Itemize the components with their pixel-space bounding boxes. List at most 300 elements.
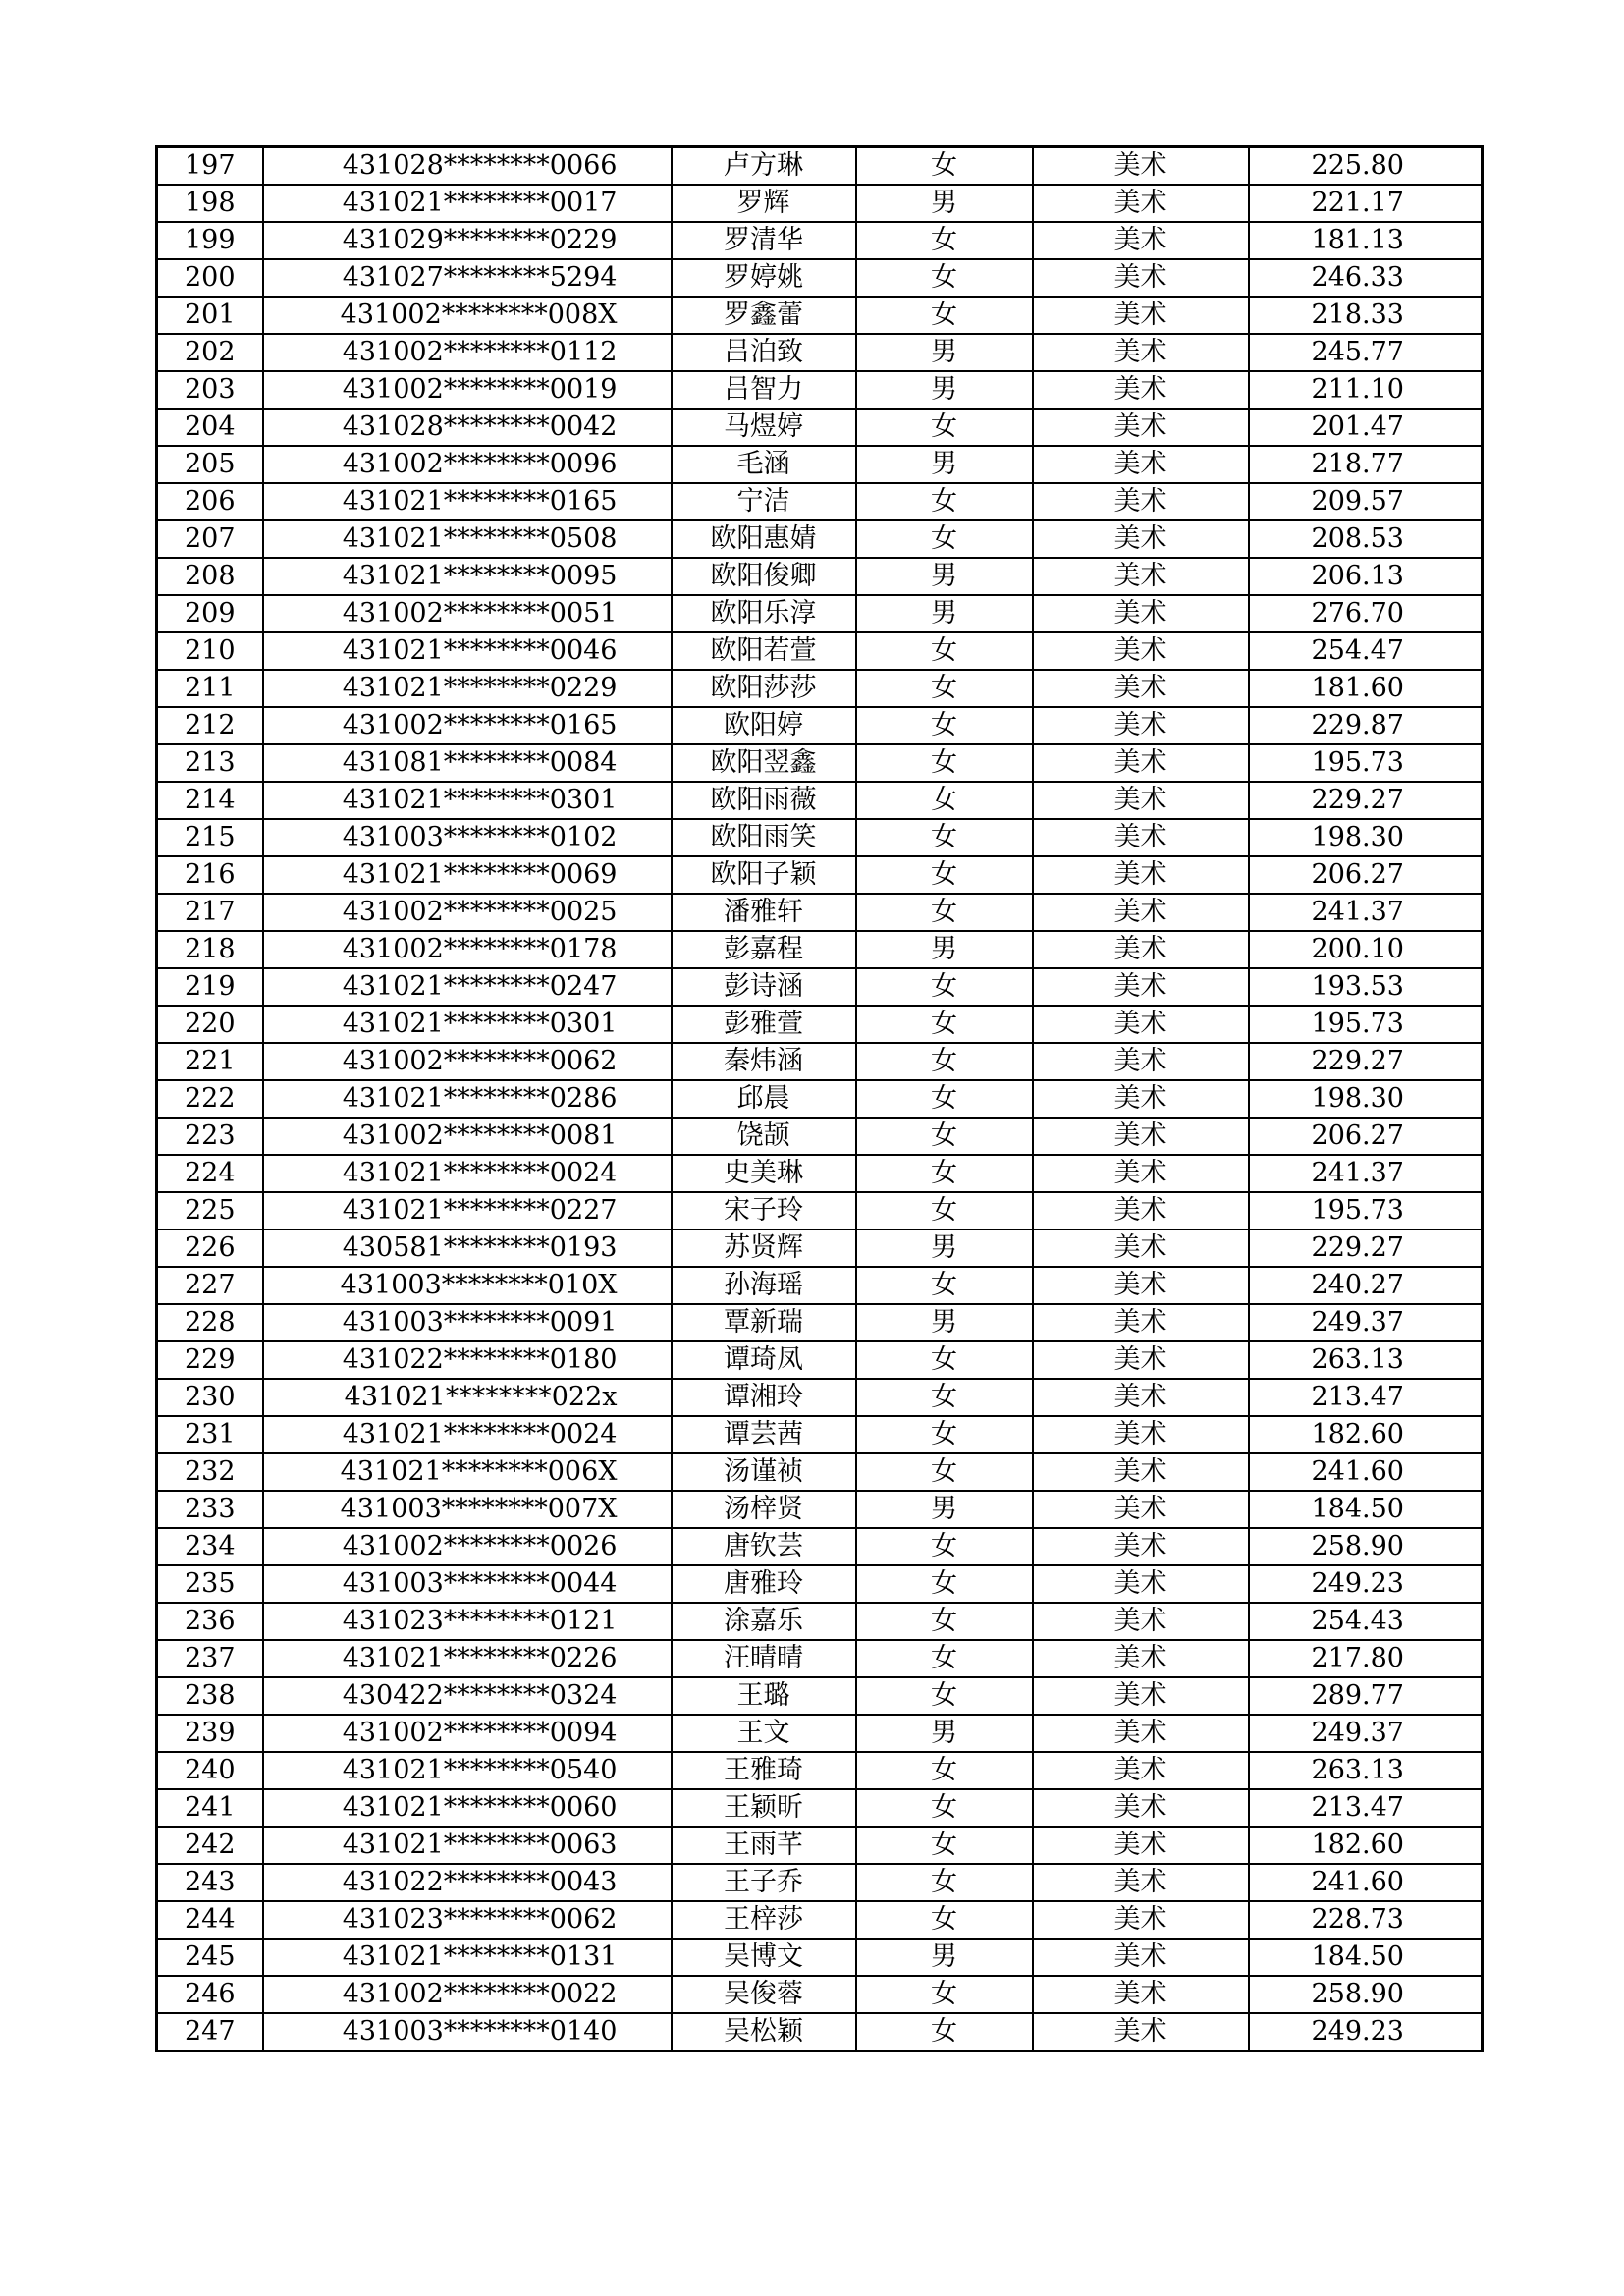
category-cell: 美术 (1033, 1752, 1249, 1789)
student-name-cell: 宋子玲 (672, 1192, 856, 1230)
category-cell: 美术 (1033, 1528, 1249, 1565)
row-number-cell: 202 (157, 334, 263, 371)
category-cell: 美术 (1033, 1491, 1249, 1528)
id-number-cell: 431021********0024 (263, 1416, 672, 1453)
student-name-cell: 欧阳子颖 (672, 856, 856, 894)
gender-cell: 女 (856, 297, 1033, 334)
student-name-cell: 史美琳 (672, 1155, 856, 1192)
gender-cell: 女 (856, 1640, 1033, 1677)
category-cell: 美术 (1033, 1192, 1249, 1230)
table-row (157, 782, 1483, 819)
category-cell: 美术 (1033, 147, 1249, 186)
gender-cell: 女 (856, 1379, 1033, 1416)
score-cell: 195.73 (1249, 744, 1483, 782)
row-number-cell: 231 (157, 1416, 263, 1453)
gender-cell: 女 (856, 1752, 1033, 1789)
gender-cell: 女 (856, 1677, 1033, 1715)
id-number-cell: 431028********0066 (263, 147, 672, 186)
student-name-cell: 吕泊致 (672, 334, 856, 371)
gender-cell: 女 (856, 1006, 1033, 1043)
table-row (157, 1192, 1483, 1230)
id-number-cell: 431023********0121 (263, 1603, 672, 1640)
row-number-cell: 222 (157, 1080, 263, 1118)
id-number-cell: 431021********006X (263, 1453, 672, 1491)
category-cell: 美术 (1033, 1379, 1249, 1416)
row-number-cell: 224 (157, 1155, 263, 1192)
gender-cell: 女 (856, 782, 1033, 819)
score-cell: 241.37 (1249, 1155, 1483, 1192)
gender-cell: 女 (856, 744, 1033, 782)
row-number-cell: 235 (157, 1565, 263, 1603)
category-cell: 美术 (1033, 1341, 1249, 1379)
id-number-cell: 431021********0063 (263, 1827, 672, 1864)
category-cell: 美术 (1033, 1118, 1249, 1155)
table-row (157, 297, 1483, 334)
table-row (157, 1565, 1483, 1603)
row-number-cell: 242 (157, 1827, 263, 1864)
table-row (157, 819, 1483, 856)
category-cell: 美术 (1033, 931, 1249, 968)
student-name-cell: 谭湘玲 (672, 1379, 856, 1416)
student-name-cell: 欧阳俊卿 (672, 558, 856, 595)
score-cell: 254.47 (1249, 632, 1483, 670)
row-number-cell: 226 (157, 1230, 263, 1267)
student-name-cell: 邱晨 (672, 1080, 856, 1118)
gender-cell: 女 (856, 819, 1033, 856)
category-cell: 美术 (1033, 1640, 1249, 1677)
id-number-cell: 431021********0017 (263, 185, 672, 222)
category-cell: 美术 (1033, 558, 1249, 595)
row-number-cell: 228 (157, 1304, 263, 1341)
gender-cell: 女 (856, 707, 1033, 744)
table-row (157, 409, 1483, 446)
student-name-cell: 卢方琳 (672, 147, 856, 186)
row-number-cell: 223 (157, 1118, 263, 1155)
student-name-cell: 汤梓贤 (672, 1491, 856, 1528)
score-cell: 249.37 (1249, 1715, 1483, 1752)
category-cell: 美术 (1033, 334, 1249, 371)
table-row (157, 1155, 1483, 1192)
category-cell: 美术 (1033, 1453, 1249, 1491)
category-cell: 美术 (1033, 222, 1249, 259)
gender-cell: 女 (856, 1267, 1033, 1304)
student-name-cell: 王璐 (672, 1677, 856, 1715)
category-cell: 美术 (1033, 782, 1249, 819)
id-number-cell: 431021********0247 (263, 968, 672, 1006)
score-cell: 249.37 (1249, 1304, 1483, 1341)
student-name-cell: 王颖昕 (672, 1789, 856, 1827)
id-number-cell: 430581********0193 (263, 1230, 672, 1267)
score-cell: 229.27 (1249, 782, 1483, 819)
row-number-cell: 239 (157, 1715, 263, 1752)
id-number-cell: 431002********0178 (263, 931, 672, 968)
row-number-cell: 238 (157, 1677, 263, 1715)
row-number-cell: 246 (157, 1976, 263, 2013)
table-row (157, 1416, 1483, 1453)
student-name-cell: 罗鑫蕾 (672, 297, 856, 334)
row-number-cell: 213 (157, 744, 263, 782)
row-number-cell: 236 (157, 1603, 263, 1640)
row-number-cell: 203 (157, 371, 263, 409)
table-row (157, 1528, 1483, 1565)
student-name-cell: 欧阳翌鑫 (672, 744, 856, 782)
table-row (157, 1976, 1483, 2013)
gender-cell: 女 (856, 632, 1033, 670)
id-number-cell: 431028********0042 (263, 409, 672, 446)
student-name-cell: 欧阳莎莎 (672, 670, 856, 707)
table-row (157, 856, 1483, 894)
score-cell: 229.27 (1249, 1230, 1483, 1267)
row-number-cell: 201 (157, 297, 263, 334)
table-row (157, 2013, 1483, 2051)
id-number-cell: 431002********0025 (263, 894, 672, 931)
category-cell: 美术 (1033, 1230, 1249, 1267)
table-row (157, 1491, 1483, 1528)
category-cell: 美术 (1033, 595, 1249, 632)
table-row (157, 558, 1483, 595)
table-row (157, 185, 1483, 222)
row-number-cell: 232 (157, 1453, 263, 1491)
row-number-cell: 218 (157, 931, 263, 968)
table-row (157, 968, 1483, 1006)
table-row (157, 259, 1483, 297)
gender-cell: 男 (856, 595, 1033, 632)
table-row (157, 483, 1483, 520)
score-cell: 193.53 (1249, 968, 1483, 1006)
category-cell: 美术 (1033, 446, 1249, 483)
id-number-cell: 431002********008X (263, 297, 672, 334)
student-name-cell: 吴松颖 (672, 2013, 856, 2051)
table-row (157, 1677, 1483, 1715)
score-cell: 181.13 (1249, 222, 1483, 259)
row-number-cell: 198 (157, 185, 263, 222)
gender-cell: 女 (856, 1789, 1033, 1827)
category-cell: 美术 (1033, 1006, 1249, 1043)
gender-cell: 女 (856, 1864, 1033, 1901)
table-row (157, 1603, 1483, 1640)
table-row (157, 595, 1483, 632)
table-row (157, 1901, 1483, 1939)
gender-cell: 女 (856, 1976, 1033, 2013)
category-cell: 美术 (1033, 1304, 1249, 1341)
score-cell: 206.27 (1249, 856, 1483, 894)
category-cell: 美术 (1033, 1043, 1249, 1080)
score-cell: 213.47 (1249, 1379, 1483, 1416)
roster-table (155, 145, 1484, 2052)
score-cell: 200.10 (1249, 931, 1483, 968)
row-number-cell: 229 (157, 1341, 263, 1379)
student-name-cell: 王文 (672, 1715, 856, 1752)
id-number-cell: 431021********0540 (263, 1752, 672, 1789)
row-number-cell: 230 (157, 1379, 263, 1416)
row-number-cell: 210 (157, 632, 263, 670)
gender-cell: 男 (856, 1304, 1033, 1341)
table-row (157, 1043, 1483, 1080)
row-number-cell: 211 (157, 670, 263, 707)
table-row (157, 446, 1483, 483)
id-number-cell: 431002********0022 (263, 1976, 672, 2013)
id-number-cell: 431002********0165 (263, 707, 672, 744)
row-number-cell: 240 (157, 1752, 263, 1789)
id-number-cell: 431002********0096 (263, 446, 672, 483)
table-row (157, 147, 1483, 186)
gender-cell: 女 (856, 1080, 1033, 1118)
row-number-cell: 209 (157, 595, 263, 632)
id-number-cell: 431021********0069 (263, 856, 672, 894)
table-row (157, 1715, 1483, 1752)
student-name-cell: 彭诗涵 (672, 968, 856, 1006)
table-row (157, 1267, 1483, 1304)
category-cell: 美术 (1033, 1155, 1249, 1192)
gender-cell: 男 (856, 1230, 1033, 1267)
table-row (157, 931, 1483, 968)
id-number-cell: 431021********0508 (263, 520, 672, 558)
gender-cell: 女 (856, 1528, 1033, 1565)
student-name-cell: 欧阳乐淳 (672, 595, 856, 632)
row-number-cell: 219 (157, 968, 263, 1006)
student-name-cell: 孙海瑶 (672, 1267, 856, 1304)
row-number-cell: 197 (157, 147, 263, 186)
table-row (157, 1752, 1483, 1789)
student-name-cell: 汤谨祯 (672, 1453, 856, 1491)
student-name-cell: 毛涵 (672, 446, 856, 483)
student-name-cell: 潘雅轩 (672, 894, 856, 931)
student-name-cell: 吴俊蓉 (672, 1976, 856, 2013)
category-cell: 美术 (1033, 520, 1249, 558)
row-number-cell: 244 (157, 1901, 263, 1939)
score-cell: 241.60 (1249, 1864, 1483, 1901)
score-cell: 201.47 (1249, 409, 1483, 446)
row-number-cell: 207 (157, 520, 263, 558)
id-number-cell: 431021********0131 (263, 1939, 672, 1976)
student-name-cell: 宁洁 (672, 483, 856, 520)
score-cell: 241.37 (1249, 894, 1483, 931)
gender-cell: 女 (856, 483, 1033, 520)
id-number-cell: 431003********0091 (263, 1304, 672, 1341)
score-cell: 208.53 (1249, 520, 1483, 558)
table-row (157, 222, 1483, 259)
score-cell: 225.80 (1249, 147, 1483, 186)
gender-cell: 男 (856, 1939, 1033, 1976)
table-row (157, 1080, 1483, 1118)
score-cell: 228.73 (1249, 1901, 1483, 1939)
id-number-cell: 431029********0229 (263, 222, 672, 259)
gender-cell: 女 (856, 1603, 1033, 1640)
id-number-cell: 431021********0301 (263, 1006, 672, 1043)
score-cell: 246.33 (1249, 259, 1483, 297)
student-name-cell: 罗清华 (672, 222, 856, 259)
row-number-cell: 241 (157, 1789, 263, 1827)
table-row (157, 1453, 1483, 1491)
category-cell: 美术 (1033, 371, 1249, 409)
id-number-cell: 431021********0060 (263, 1789, 672, 1827)
category-cell: 美术 (1033, 1827, 1249, 1864)
student-name-cell: 覃新瑞 (672, 1304, 856, 1341)
student-name-cell: 唐雅玲 (672, 1565, 856, 1603)
id-number-cell: 431021********0226 (263, 1640, 672, 1677)
student-name-cell: 欧阳若萱 (672, 632, 856, 670)
student-name-cell: 欧阳婷 (672, 707, 856, 744)
row-number-cell: 216 (157, 856, 263, 894)
student-name-cell: 王雅琦 (672, 1752, 856, 1789)
id-number-cell: 431022********0043 (263, 1864, 672, 1901)
table-row (157, 1640, 1483, 1677)
gender-cell: 女 (856, 1341, 1033, 1379)
gender-cell: 女 (856, 1192, 1033, 1230)
id-number-cell: 431021********0046 (263, 632, 672, 670)
id-number-cell: 431002********0112 (263, 334, 672, 371)
gender-cell: 男 (856, 446, 1033, 483)
student-name-cell: 欧阳惠婧 (672, 520, 856, 558)
id-number-cell: 431021********0024 (263, 1155, 672, 1192)
row-number-cell: 214 (157, 782, 263, 819)
id-number-cell: 431002********0051 (263, 595, 672, 632)
row-number-cell: 227 (157, 1267, 263, 1304)
category-cell: 美术 (1033, 894, 1249, 931)
category-cell: 美术 (1033, 1939, 1249, 1976)
student-name-cell: 吴博文 (672, 1939, 856, 1976)
student-name-cell: 饶颉 (672, 1118, 856, 1155)
student-name-cell: 王梓莎 (672, 1901, 856, 1939)
gender-cell: 男 (856, 931, 1033, 968)
student-name-cell: 涂嘉乐 (672, 1603, 856, 1640)
category-cell: 美术 (1033, 1565, 1249, 1603)
gender-cell: 女 (856, 1155, 1033, 1192)
table-row (157, 520, 1483, 558)
id-number-cell: 431022********0180 (263, 1341, 672, 1379)
student-name-cell: 欧阳雨薇 (672, 782, 856, 819)
category-cell: 美术 (1033, 1901, 1249, 1939)
table-row (157, 1118, 1483, 1155)
row-number-cell: 206 (157, 483, 263, 520)
id-number-cell: 431003********0140 (263, 2013, 672, 2051)
gender-cell: 女 (856, 259, 1033, 297)
id-number-cell: 431021********022x (263, 1379, 672, 1416)
table-row (157, 1230, 1483, 1267)
gender-cell: 女 (856, 1901, 1033, 1939)
score-cell: 229.27 (1249, 1043, 1483, 1080)
gender-cell: 男 (856, 1715, 1033, 1752)
student-name-cell: 王子乔 (672, 1864, 856, 1901)
category-cell: 美术 (1033, 1715, 1249, 1752)
category-cell: 美术 (1033, 819, 1249, 856)
id-number-cell: 431023********0062 (263, 1901, 672, 1939)
score-cell: 206.13 (1249, 558, 1483, 595)
id-number-cell: 431003********0102 (263, 819, 672, 856)
table-row (157, 1789, 1483, 1827)
score-cell: 181.60 (1249, 670, 1483, 707)
score-cell: 240.27 (1249, 1267, 1483, 1304)
score-cell: 276.70 (1249, 595, 1483, 632)
score-cell: 289.77 (1249, 1677, 1483, 1715)
category-cell: 美术 (1033, 1267, 1249, 1304)
category-cell: 美术 (1033, 707, 1249, 744)
student-name-cell: 苏贤辉 (672, 1230, 856, 1267)
score-cell: 263.13 (1249, 1752, 1483, 1789)
row-number-cell: 221 (157, 1043, 263, 1080)
row-number-cell: 245 (157, 1939, 263, 1976)
gender-cell: 男 (856, 371, 1033, 409)
category-cell: 美术 (1033, 1789, 1249, 1827)
category-cell: 美术 (1033, 744, 1249, 782)
student-name-cell: 罗辉 (672, 185, 856, 222)
table-row (157, 707, 1483, 744)
row-number-cell: 237 (157, 1640, 263, 1677)
score-cell: 217.80 (1249, 1640, 1483, 1677)
row-number-cell: 220 (157, 1006, 263, 1043)
category-cell: 美术 (1033, 1416, 1249, 1453)
student-name-cell: 吕智力 (672, 371, 856, 409)
id-number-cell: 430422********0324 (263, 1677, 672, 1715)
table-row (157, 744, 1483, 782)
table-row (157, 1341, 1483, 1379)
category-cell: 美术 (1033, 1864, 1249, 1901)
row-number-cell: 243 (157, 1864, 263, 1901)
table-row (157, 1304, 1483, 1341)
row-number-cell: 217 (157, 894, 263, 931)
student-name-cell: 欧阳雨笑 (672, 819, 856, 856)
table-row (157, 1379, 1483, 1416)
score-cell: 245.77 (1249, 334, 1483, 371)
gender-cell: 男 (856, 1491, 1033, 1528)
student-name-cell: 汪晴晴 (672, 1640, 856, 1677)
id-number-cell: 431021********0165 (263, 483, 672, 520)
gender-cell: 女 (856, 1827, 1033, 1864)
row-number-cell: 205 (157, 446, 263, 483)
id-number-cell: 431021********0301 (263, 782, 672, 819)
score-cell: 218.77 (1249, 446, 1483, 483)
score-cell: 198.30 (1249, 819, 1483, 856)
id-number-cell: 431021********0095 (263, 558, 672, 595)
score-cell: 249.23 (1249, 2013, 1483, 2051)
gender-cell: 女 (856, 1453, 1033, 1491)
table-row (157, 1864, 1483, 1901)
table-row (157, 632, 1483, 670)
table-row (157, 894, 1483, 931)
id-number-cell: 431021********0286 (263, 1080, 672, 1118)
student-name-cell: 唐钦芸 (672, 1528, 856, 1565)
score-cell: 211.10 (1249, 371, 1483, 409)
id-number-cell: 431002********0062 (263, 1043, 672, 1080)
score-cell: 263.13 (1249, 1341, 1483, 1379)
gender-cell: 女 (856, 968, 1033, 1006)
id-number-cell: 431027********5294 (263, 259, 672, 297)
category-cell: 美术 (1033, 670, 1249, 707)
table-row (157, 371, 1483, 409)
id-number-cell: 431081********0084 (263, 744, 672, 782)
table-row (157, 1827, 1483, 1864)
id-number-cell: 431003********0044 (263, 1565, 672, 1603)
id-number-cell: 431021********0227 (263, 1192, 672, 1230)
id-number-cell: 431003********007X (263, 1491, 672, 1528)
student-name-cell: 王雨芊 (672, 1827, 856, 1864)
score-cell: 213.47 (1249, 1789, 1483, 1827)
gender-cell: 女 (856, 409, 1033, 446)
row-number-cell: 199 (157, 222, 263, 259)
id-number-cell: 431021********0229 (263, 670, 672, 707)
score-cell: 221.17 (1249, 185, 1483, 222)
table-row (157, 1939, 1483, 1976)
category-cell: 美术 (1033, 483, 1249, 520)
student-name-cell: 谭琦凤 (672, 1341, 856, 1379)
score-cell: 218.33 (1249, 297, 1483, 334)
score-cell: 254.43 (1249, 1603, 1483, 1640)
row-number-cell: 233 (157, 1491, 263, 1528)
score-cell: 195.73 (1249, 1006, 1483, 1043)
score-cell: 182.60 (1249, 1416, 1483, 1453)
row-number-cell: 247 (157, 2013, 263, 2051)
row-number-cell: 204 (157, 409, 263, 446)
